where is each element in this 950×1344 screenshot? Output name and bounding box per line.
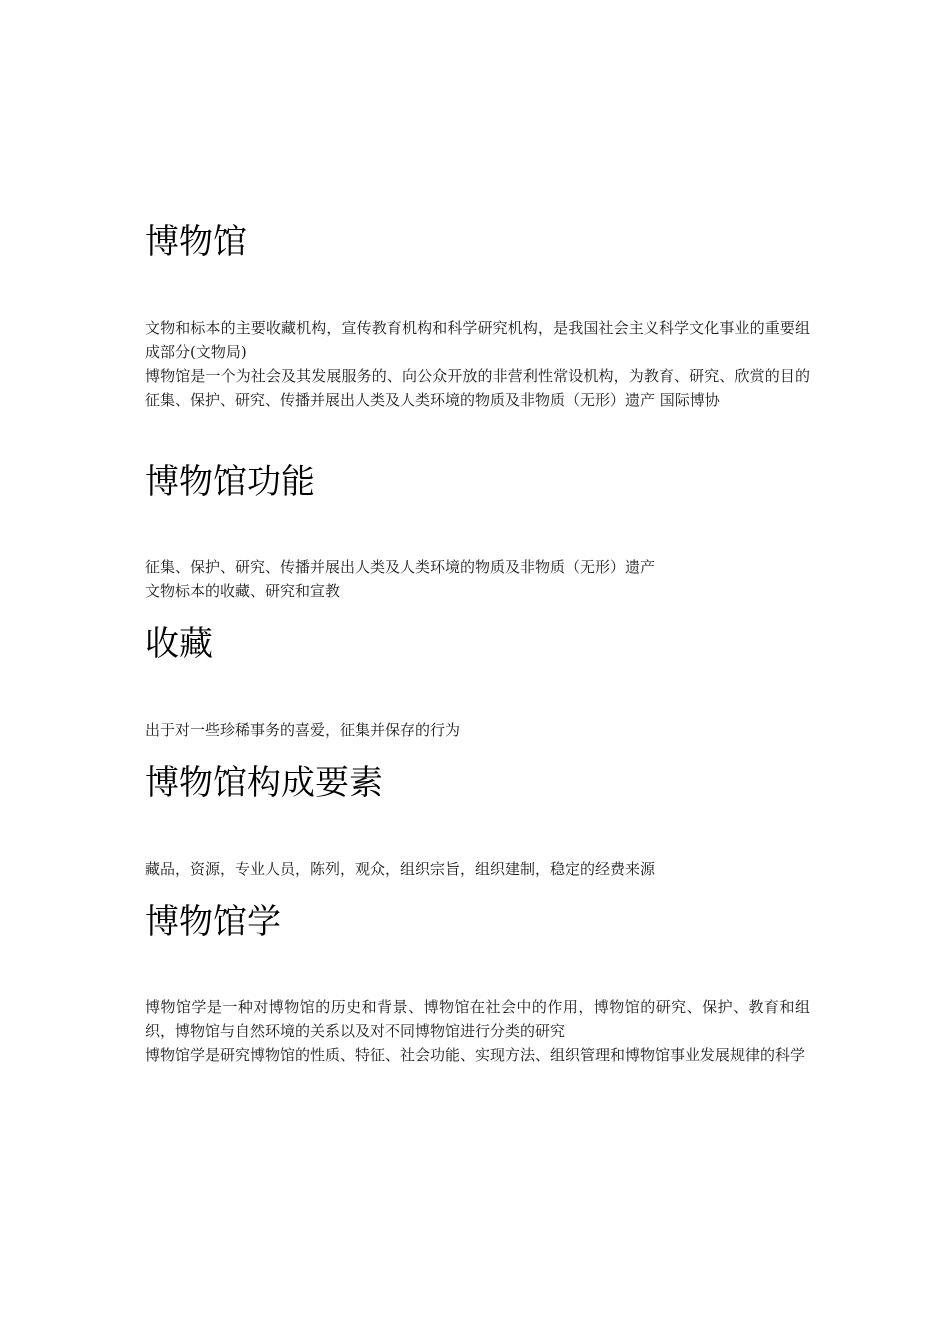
section-heading-collection: 收藏 bbox=[145, 624, 213, 664]
section-body-museology bbox=[145, 995, 810, 1067]
paragraph: 文物标本的收藏、研究和宣教 bbox=[145, 582, 341, 600]
section-heading-museology: 博物馆学 bbox=[145, 902, 281, 942]
paragraph: 博物馆是一个为社会及其发展服务的、向公众开放的非营利性常设机构，为教育、研究、欣赏的目的征集、保护、研究、传播并展出人类及人类环境的物质及非物质（无形）遗产 国际博协 bbox=[145, 367, 810, 409]
paragraph: 博物馆学是一种对博物馆的历史和背景、博物馆在社会中的作用，博物馆的研究、保护、教育和组织，博物馆与自然环境的关系以及对不同博物馆进行分类的研究 bbox=[145, 998, 810, 1040]
section-body-museum-elements bbox=[145, 857, 810, 881]
paragraph: 出于对一些珍稀事务的喜爱，征集并保存的行为 bbox=[145, 721, 461, 739]
section-body-museum-functions bbox=[145, 555, 810, 603]
section-body-collection bbox=[145, 718, 810, 742]
paragraph: 文物和标本的主要收藏机构，宣传教育机构和科学研究机构，是我国社会主义科学文化事业的重要组成部分(文物局) bbox=[145, 319, 810, 361]
section-body-museum bbox=[145, 316, 810, 412]
section-heading-museum-elements: 博物馆构成要素 bbox=[145, 763, 383, 803]
paragraph: 藏品，资源，专业人员，陈列，观众，组织宗旨，组织建制，稳定的经费来源 bbox=[145, 860, 656, 878]
section-heading-museum-functions: 博物馆功能 bbox=[145, 462, 315, 502]
paragraph: 征集、保护、研究、传播并展出人类及人类环境的物质及非物质（无形）遗产 bbox=[145, 558, 656, 576]
section-heading-museum: 博物馆 bbox=[145, 222, 247, 262]
paragraph: 博物馆学是研究博物馆的性质、特征、社会功能、实现方法、组织管理和博物馆事业发展规律的科学 bbox=[145, 1046, 806, 1064]
